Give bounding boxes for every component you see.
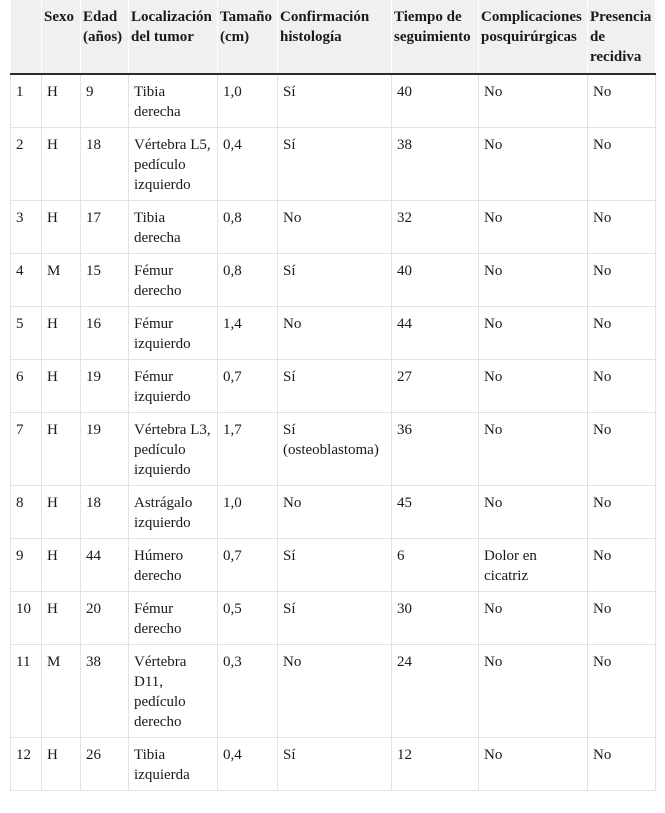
cell-confirmacion: No [278,486,392,539]
table-container [10,0,655,791]
cell-sexo: M [42,254,81,307]
cell-localizacion: Fémur izquierdo [129,307,218,360]
cell-localizacion: Fémur izquierdo [129,360,218,413]
cell-recidiva: No [588,539,656,592]
cell-tamano: 0,8 [218,254,278,307]
cell-complicaciones: No [479,738,588,791]
cell-sexo: H [42,74,81,128]
table-body [11,74,656,791]
cell-edad: 17 [81,201,129,254]
cell-tamano: 1,0 [218,74,278,128]
cell-seguimiento: 27 [392,360,479,413]
cell-confirmacion: Sí [278,128,392,201]
cell-edad: 9 [81,74,129,128]
cell-confirmacion: Sí (osteoblastoma) [278,413,392,486]
cell-complicaciones: No [479,592,588,645]
cell-recidiva: No [588,413,656,486]
header-tamano: Tamaño (cm) [218,0,278,74]
cell-edad: 15 [81,254,129,307]
cell-edad: 18 [81,486,129,539]
cell-edad: 26 [81,738,129,791]
cell-confirmacion: No [278,201,392,254]
table-header [11,0,656,74]
cell-tamano: 1,4 [218,307,278,360]
header-confirmacion: Confirmación histología [278,0,392,74]
cell-number: 9 [11,539,42,592]
cell-seguimiento: 30 [392,592,479,645]
cell-seguimiento: 40 [392,254,479,307]
cell-localizacion: Vértebra L5, pedículo izquierdo [129,128,218,201]
table-row [11,254,656,307]
cell-number: 12 [11,738,42,791]
cell-tamano: 1,0 [218,486,278,539]
cell-localizacion: Húmero derecho [129,539,218,592]
table-row [11,74,656,128]
cell-localizacion: Astrágalo izquierdo [129,486,218,539]
cell-tamano: 0,5 [218,592,278,645]
cell-number: 1 [11,74,42,128]
cell-complicaciones: No [479,254,588,307]
cell-sexo: M [42,645,81,738]
header-recidiva: Presencia de recidiva [588,0,656,74]
cell-sexo: H [42,413,81,486]
cell-seguimiento: 6 [392,539,479,592]
cell-seguimiento: 44 [392,307,479,360]
cell-sexo: H [42,539,81,592]
cell-number: 4 [11,254,42,307]
cell-number: 8 [11,486,42,539]
cell-complicaciones: No [479,360,588,413]
cell-edad: 18 [81,128,129,201]
cell-recidiva: No [588,307,656,360]
table-row [11,592,656,645]
cell-complicaciones: No [479,645,588,738]
cell-seguimiento: 12 [392,738,479,791]
cell-number: 2 [11,128,42,201]
cell-sexo: H [42,128,81,201]
cell-confirmacion: Sí [278,592,392,645]
header-seguimiento: Tiempo de seguimiento [392,0,479,74]
cell-complicaciones: No [479,128,588,201]
table-row [11,645,656,738]
cell-edad: 19 [81,413,129,486]
patient-table [10,0,656,791]
cell-seguimiento: 38 [392,128,479,201]
cell-number: 11 [11,645,42,738]
cell-tamano: 1,7 [218,413,278,486]
cell-sexo: H [42,592,81,645]
cell-edad: 19 [81,360,129,413]
table-row [11,413,656,486]
cell-confirmacion: Sí [278,74,392,128]
cell-localizacion: Fémur derecho [129,254,218,307]
cell-complicaciones: Dolor en cicatriz [479,539,588,592]
cell-sexo: H [42,307,81,360]
cell-recidiva: No [588,645,656,738]
cell-seguimiento: 36 [392,413,479,486]
header-number [11,0,42,74]
cell-recidiva: No [588,592,656,645]
cell-tamano: 0,7 [218,539,278,592]
cell-complicaciones: No [479,307,588,360]
cell-seguimiento: 40 [392,74,479,128]
cell-edad: 38 [81,645,129,738]
cell-recidiva: No [588,360,656,413]
cell-edad: 44 [81,539,129,592]
header-localizacion: Localización del tumor [129,0,218,74]
table-row [11,201,656,254]
cell-confirmacion: Sí [278,360,392,413]
cell-localizacion: Vértebra D11, pedículo derecho [129,645,218,738]
table-row [11,307,656,360]
cell-tamano: 0,4 [218,128,278,201]
cell-localizacion: Tibia izquierda [129,738,218,791]
cell-confirmacion: No [278,645,392,738]
cell-tamano: 0,8 [218,201,278,254]
cell-number: 5 [11,307,42,360]
header-row [11,0,656,74]
cell-recidiva: No [588,254,656,307]
cell-number: 7 [11,413,42,486]
table-row [11,539,656,592]
cell-seguimiento: 24 [392,645,479,738]
cell-sexo: H [42,201,81,254]
table-row [11,486,656,539]
cell-tamano: 0,7 [218,360,278,413]
cell-confirmacion: Sí [278,254,392,307]
cell-complicaciones: No [479,74,588,128]
cell-localizacion: Tibia derecha [129,201,218,254]
cell-sexo: H [42,360,81,413]
cell-edad: 20 [81,592,129,645]
table-row [11,128,656,201]
cell-recidiva: No [588,201,656,254]
cell-number: 3 [11,201,42,254]
cell-recidiva: No [588,128,656,201]
cell-complicaciones: No [479,486,588,539]
cell-tamano: 0,3 [218,645,278,738]
header-sexo: Sexo [42,0,81,74]
cell-confirmacion: Sí [278,539,392,592]
cell-recidiva: No [588,74,656,128]
header-complicaciones: Complicaciones posquirúrgicas [479,0,588,74]
cell-recidiva: No [588,486,656,539]
cell-localizacion: Fémur derecho [129,592,218,645]
table-row [11,738,656,791]
cell-number: 10 [11,592,42,645]
table-row [11,360,656,413]
cell-confirmacion: Sí [278,738,392,791]
header-edad: Edad (años) [81,0,129,74]
cell-complicaciones: No [479,201,588,254]
cell-seguimiento: 45 [392,486,479,539]
cell-edad: 16 [81,307,129,360]
cell-sexo: H [42,738,81,791]
cell-localizacion: Vértebra L3, pedículo izquierdo [129,413,218,486]
cell-confirmacion: No [278,307,392,360]
cell-number: 6 [11,360,42,413]
cell-localizacion: Tibia derecha [129,74,218,128]
cell-sexo: H [42,486,81,539]
cell-recidiva: No [588,738,656,791]
cell-complicaciones: No [479,413,588,486]
cell-seguimiento: 32 [392,201,479,254]
cell-tamano: 0,4 [218,738,278,791]
